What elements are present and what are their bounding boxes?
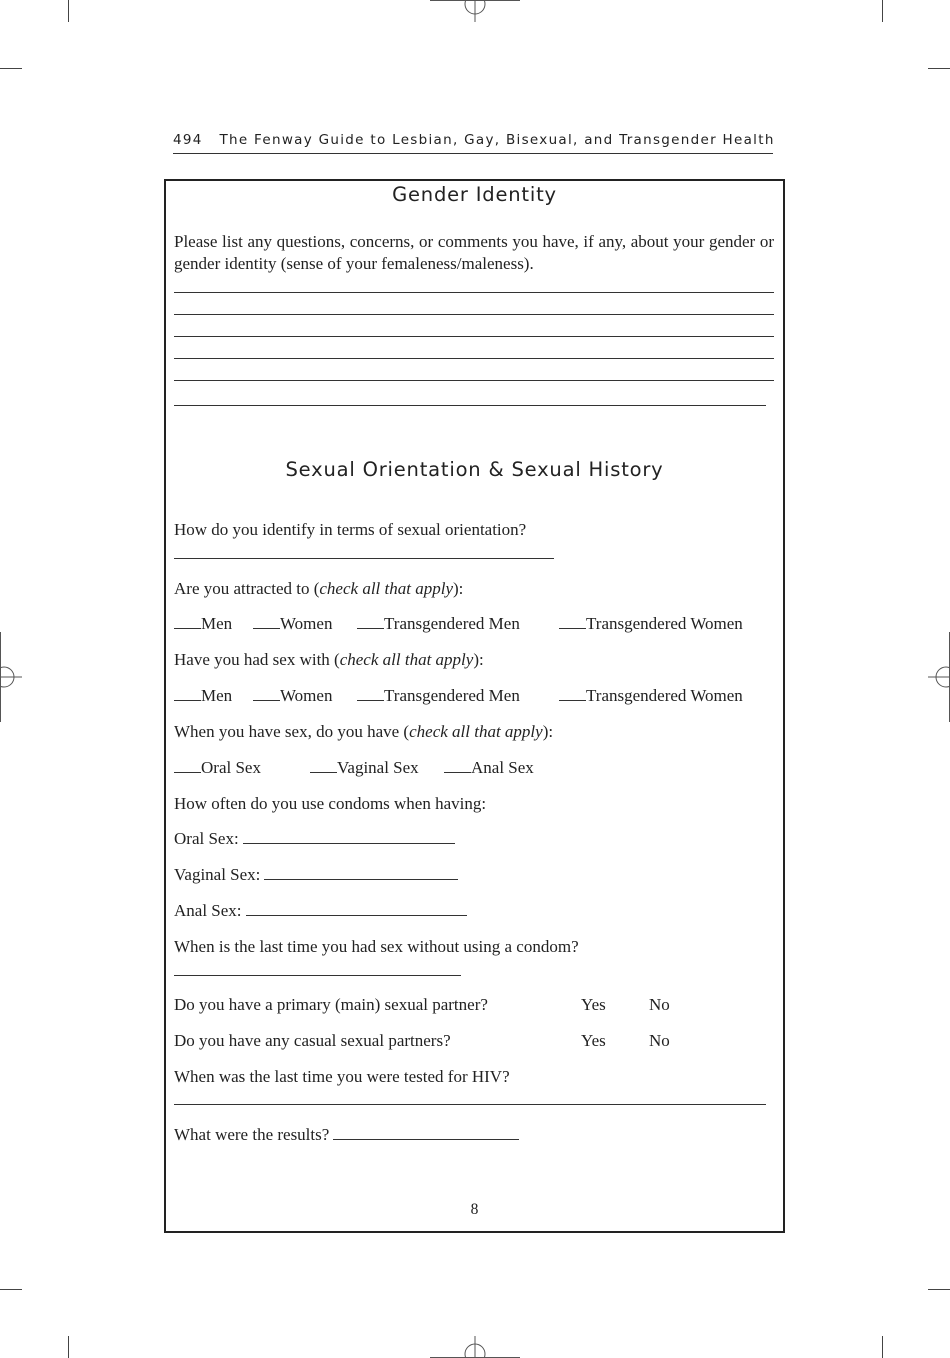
anal-sex-condom-row: Anal Sex: [174,900,467,922]
answer-line[interactable] [174,380,774,381]
form-page-number: 8 [470,1201,479,1218]
crop-mark [928,1289,950,1290]
vaginal-sex-condom-row: Vaginal Sex: [174,864,458,886]
registration-mark-bottom [430,1334,520,1358]
last-unprotected-question: When is the last time you had sex without using a condom? [174,937,579,956]
checkbox-blank [174,687,201,701]
sexual-history-title: Sexual Orientation & Sexual History [285,458,664,481]
attracted-question: Are you attracted to (check all that apply): [174,579,464,598]
had-sex-options [174,685,774,707]
registration-mark-top [430,0,520,24]
intake-form [164,179,785,1233]
vaginal-sex-condom-field[interactable] [264,864,458,880]
oral-sex-condom-field[interactable] [243,828,455,844]
checkbox-blank [559,687,586,701]
crop-mark [928,68,950,69]
checkbox-blank [253,687,280,701]
answer-line[interactable] [174,292,774,293]
answer-line[interactable] [174,358,774,359]
casual-partner-yes[interactable]: Yes [581,1031,606,1050]
running-head-rule [173,153,773,154]
crop-mark [68,1336,69,1358]
registration-mark-left [0,632,24,722]
attracted-trans-women-option[interactable]: Transgendered Women [559,613,743,635]
orientation-question: How do you identify in terms of sexual orientation? [174,520,527,539]
crop-mark [882,0,883,22]
had-sex-trans-men-option[interactable]: Transgendered Men [357,685,520,707]
vaginal-sex-option[interactable]: Vaginal Sex [310,757,419,779]
had-sex-men-option[interactable]: Men [174,685,232,707]
casual-partner-question: Do you have any casual sexual partners? [174,1031,451,1050]
checkbox-blank [357,615,384,629]
checkbox-blank [559,615,586,629]
primary-partner-yes[interactable]: Yes [581,995,606,1014]
running-head [173,132,773,148]
orientation-answer-line[interactable] [174,558,554,559]
anal-sex-option[interactable]: Anal Sex [444,757,534,779]
gender-identity-title: Gender Identity [392,183,557,206]
last-unprotected-answer-line[interactable] [174,975,461,976]
checkbox-blank [174,759,201,773]
checkbox-blank [444,759,471,773]
hiv-test-question: When was the last time you were tested for HIV? [174,1067,510,1086]
answer-line[interactable] [174,314,774,315]
oral-sex-option[interactable]: Oral Sex [174,757,261,779]
had-sex-women-option[interactable]: Women [253,685,332,707]
attracted-trans-men-option[interactable]: Transgendered Men [357,613,520,635]
had-sex-question: Have you had sex with (check all that apply): [174,650,484,669]
results-row [174,1124,519,1146]
oral-sex-condom-row: Oral Sex: [174,828,455,850]
checkbox-blank [310,759,337,773]
anal-sex-condom-field[interactable] [246,900,467,916]
had-sex-trans-women-option[interactable]: Transgendered Women [559,685,743,707]
crop-mark [0,1289,22,1290]
attracted-women-option[interactable]: Women [253,613,332,635]
answer-line[interactable] [174,405,766,406]
registration-mark-right [926,632,950,722]
attracted-men-option[interactable]: Men [174,613,232,635]
condom-question: How often do you use condoms when having: [174,794,487,813]
crop-mark [68,0,69,22]
checkbox-blank [357,687,384,701]
checkbox-blank [253,615,280,629]
hiv-test-answer-line[interactable] [174,1104,766,1105]
sex-type-options [174,757,774,779]
primary-partner-no[interactable]: No [649,995,670,1014]
sex-type-question: When you have sex, do you have (check all that apply): [174,722,554,741]
results-question: What were the results? [174,1125,330,1144]
attracted-options [174,613,774,635]
primary-partner-question: Do you have a primary (main) sexual partner? [174,995,488,1014]
crop-mark [882,1336,883,1358]
checkbox-blank [174,615,201,629]
crop-mark [0,68,22,69]
gender-identity-prompt: Please list any questions, concerns, or comments you have, if any, about your gender or gender identity (sense of your femaleness/maleness). [174,232,774,273]
book-title: The Fenway Guide to Lesbian, Gay, Bisexual, and Transgender Health [219,132,775,148]
casual-partner-no[interactable]: No [649,1031,670,1050]
answer-line[interactable] [174,336,774,337]
book-page-number: 494 [173,132,203,148]
results-field[interactable] [333,1124,519,1140]
